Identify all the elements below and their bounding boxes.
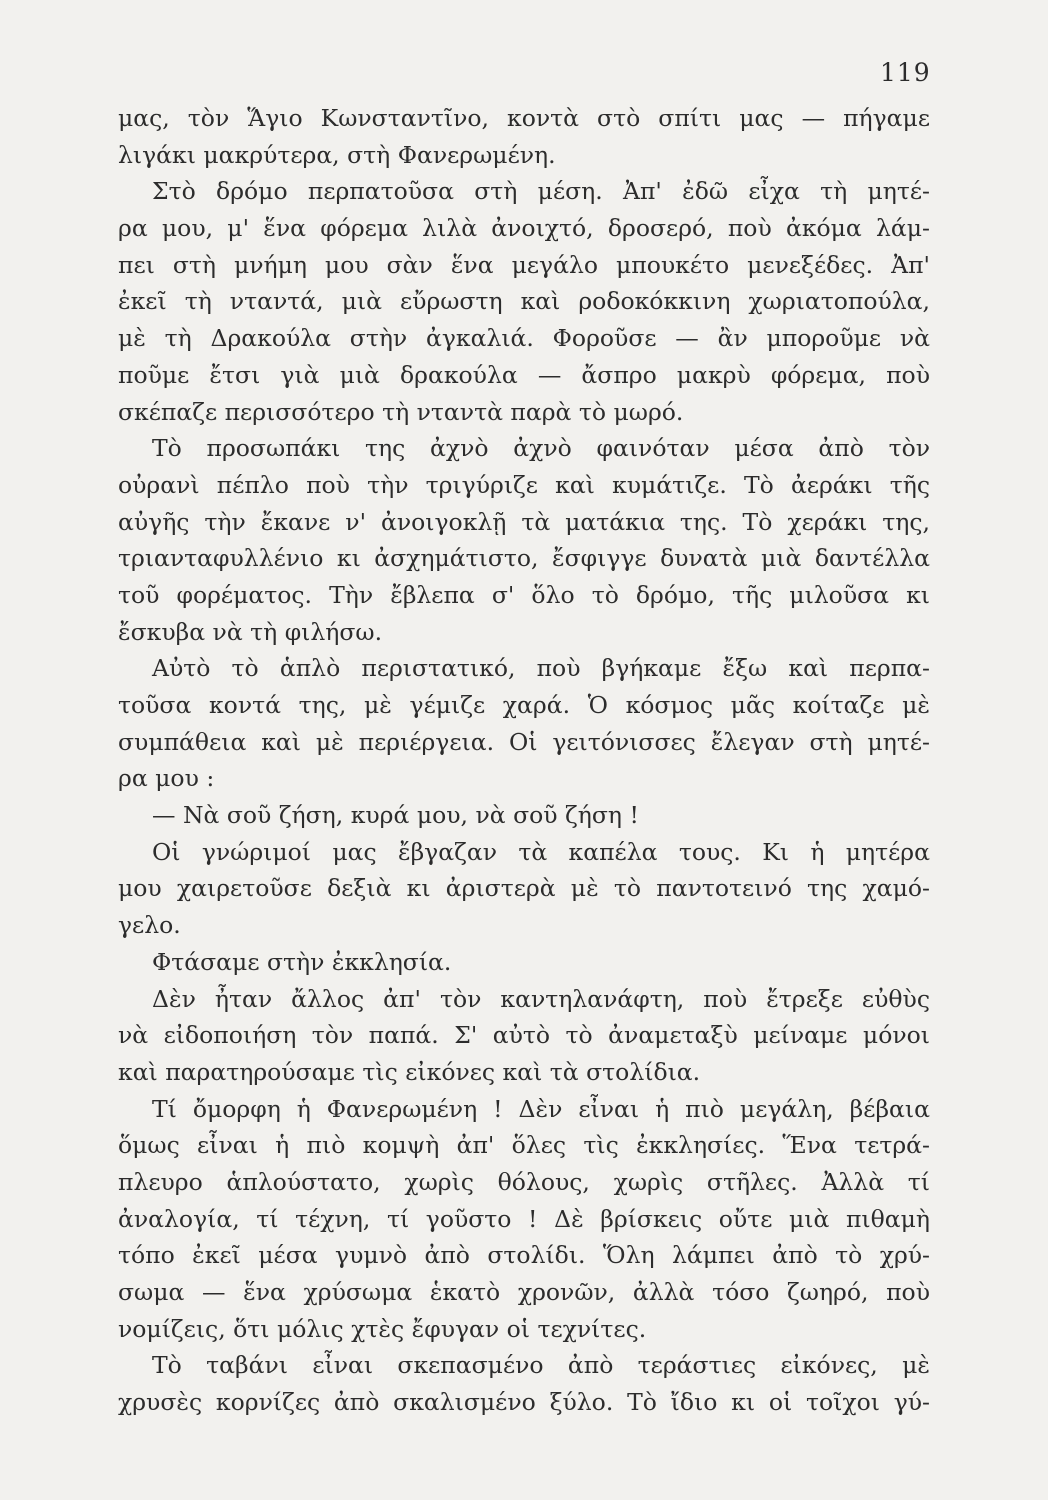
text-line: Αὐτὸ τὸ ἁπλὸ περιστατικό, ποὺ βγήκαμε ἔξω καὶ περπα- <box>152 654 930 683</box>
text-line: Στὸ δρόμο περπατοῦσα στὴ μέση. Ἀπ' ἐδῶ εἶχα τὴ μητέ- <box>152 177 930 206</box>
text-line: ἔσκυβα νὰ τὴ φιλήσω. <box>118 617 383 646</box>
text-line: Τί ὄμορφη ἡ Φανερωμένη ! Δὲν εἶναι ἡ πιὸ μεγάλη, βέβαια <box>152 1094 930 1123</box>
text-line: Οἱ γνώριμοί μας ἔβγαζαν τὰ καπέλα τους. Κι ἡ μητέρα <box>152 837 930 866</box>
text-line: καὶ παρατηρούσαμε τὶς εἰκόνες καὶ τὰ στολίδια. <box>118 1057 701 1086</box>
text-line: μου χαιρετοῦσε δεξιὰ κι ἀριστερὰ μὲ τὸ παντοτεινό της χαμό- <box>118 874 930 903</box>
text-line: Φτάσαμε στὴν ἐκκλησία. <box>152 947 452 976</box>
text-line: λιγάκι μακρύτερα, στὴ Φανερωμένη. <box>118 140 556 169</box>
text-line: ρα μου, μ' ἕνα φόρεμα λιλὰ ἀνοιχτό, δροσερό, ποὺ ἀκόμα λάμ- <box>118 214 930 243</box>
text-line: πει στὴ μνήμη μου σὰν ἕνα μεγάλο μπουκέτο μενεξέδες. Ἀπ' <box>118 250 930 279</box>
page-number: 119 <box>880 58 931 87</box>
text-line: — Νὰ σοῦ ζήση, κυρά μου, νὰ σοῦ ζήση ! <box>152 801 639 830</box>
text-line: σκέπαζε περισσότερο τὴ νταντὰ παρὰ τὸ μωρό. <box>118 397 684 426</box>
text-line: χρυσὲς κορνίζες ἀπὸ σκαλισμένο ξύλο. Τὸ ἴδιο κι οἱ τοῖχοι γύ- <box>118 1388 930 1417</box>
text-line: οὐρανὶ πέπλο ποὺ τὴν τριγύριζε καὶ κυμάτιζε. Τὸ ἀεράκι τῆς <box>118 470 930 499</box>
text-line: ὅμως εἶναι ἡ πιὸ κομψὴ ἀπ' ὅλες τὶς ἐκκλησίες. Ἕνα τετρά- <box>118 1131 930 1160</box>
text-line: τόπο ἐκεῖ μέσα γυμνὸ ἀπὸ στολίδι. Ὅλη λάμπει ἀπὸ τὸ χρύ- <box>118 1241 930 1270</box>
body-text <box>118 100 930 1421</box>
text-line: συμπάθεια καὶ μὲ περιέργεια. Οἱ γειτόνισσες ἔλεγαν στὴ μητέ- <box>118 727 930 756</box>
text-line: μὲ τὴ Δρακούλα στὴν ἀγκαλιά. Φοροῦσε — ἂν μποροῦμε νὰ <box>118 324 930 353</box>
text-line: σωμα — ἕνα χρύσωμα ἑκατὸ χρονῶν, ἀλλὰ τόσο ζωηρό, ποὺ <box>118 1278 930 1306</box>
text-line: ποῦμε ἔτσι γιὰ μιὰ δρακούλα — ἄσπρο μακρὺ φόρεμα, ποὺ <box>118 360 930 389</box>
text-line: ἀναλογία, τί τέχνη, τί γοῦστο ! Δὲ βρίσκεις οὔτε μιὰ πιθαμὴ <box>118 1204 930 1233</box>
text-line: Τὸ ταβάνι εἶναι σκεπασμένο ἀπὸ τεράστιες εἰκόνες, μὲ <box>152 1351 930 1380</box>
text-line: νομίζεις, ὅτι μόλις χτὲς ἔφυγαν οἱ τεχνίτες. <box>118 1314 647 1343</box>
text-line: τριανταφυλλένιο κι ἀσχημάτιστο, ἔσφιγγε δυνατὰ μιὰ δαντέλλα <box>118 544 930 573</box>
text-line: νὰ εἰδοποιήση τὸν παπά. Σ' αὐτὸ τὸ ἀναμεταξὺ μείναμε μόνοι <box>118 1021 930 1050</box>
text-line: αὐγῆς τὴν ἔκανε ν' ἀνοιγοκλῇ τὰ ματάκια της. Τὸ χεράκι της, <box>118 507 930 536</box>
text-line: πλευρο ἁπλούστατο, χωρὶς θόλους, χωρὶς στῆλες. Ἀλλὰ τί <box>118 1167 930 1196</box>
text-line: γελο. <box>118 911 181 940</box>
text-line: ρα μου : <box>118 764 215 793</box>
text-line: τοῦ φορέματος. Τὴν ἔβλεπα σ' ὅλο τὸ δρόμο, τῆς μιλοῦσα κι <box>118 580 930 609</box>
text-line: μας, τὸν Ἅγιο Κωνσταντῖνο, κοντὰ στὸ σπίτι μας — πήγαμε <box>118 104 930 132</box>
text-line: ἐκεῖ τὴ νταντά, μιὰ εὔρωστη καὶ ροδοκόκκινη χωριατοπούλα, <box>118 287 930 316</box>
text-line: Δὲν ἦταν ἄλλος ἀπ' τὸν καντηλανάφτη, ποὺ ἔτρεξε εὐθὺς <box>152 984 930 1013</box>
text-line: τοῦσα κοντά της, μὲ γέμιζε χαρά. Ὁ κόσμος μᾶς κοίταζε μὲ <box>118 691 930 719</box>
text-line: Τὸ προσωπάκι της ἀχνὸ ἀχνὸ φαινόταν μέσα ἀπὸ τὸν <box>152 434 930 463</box>
